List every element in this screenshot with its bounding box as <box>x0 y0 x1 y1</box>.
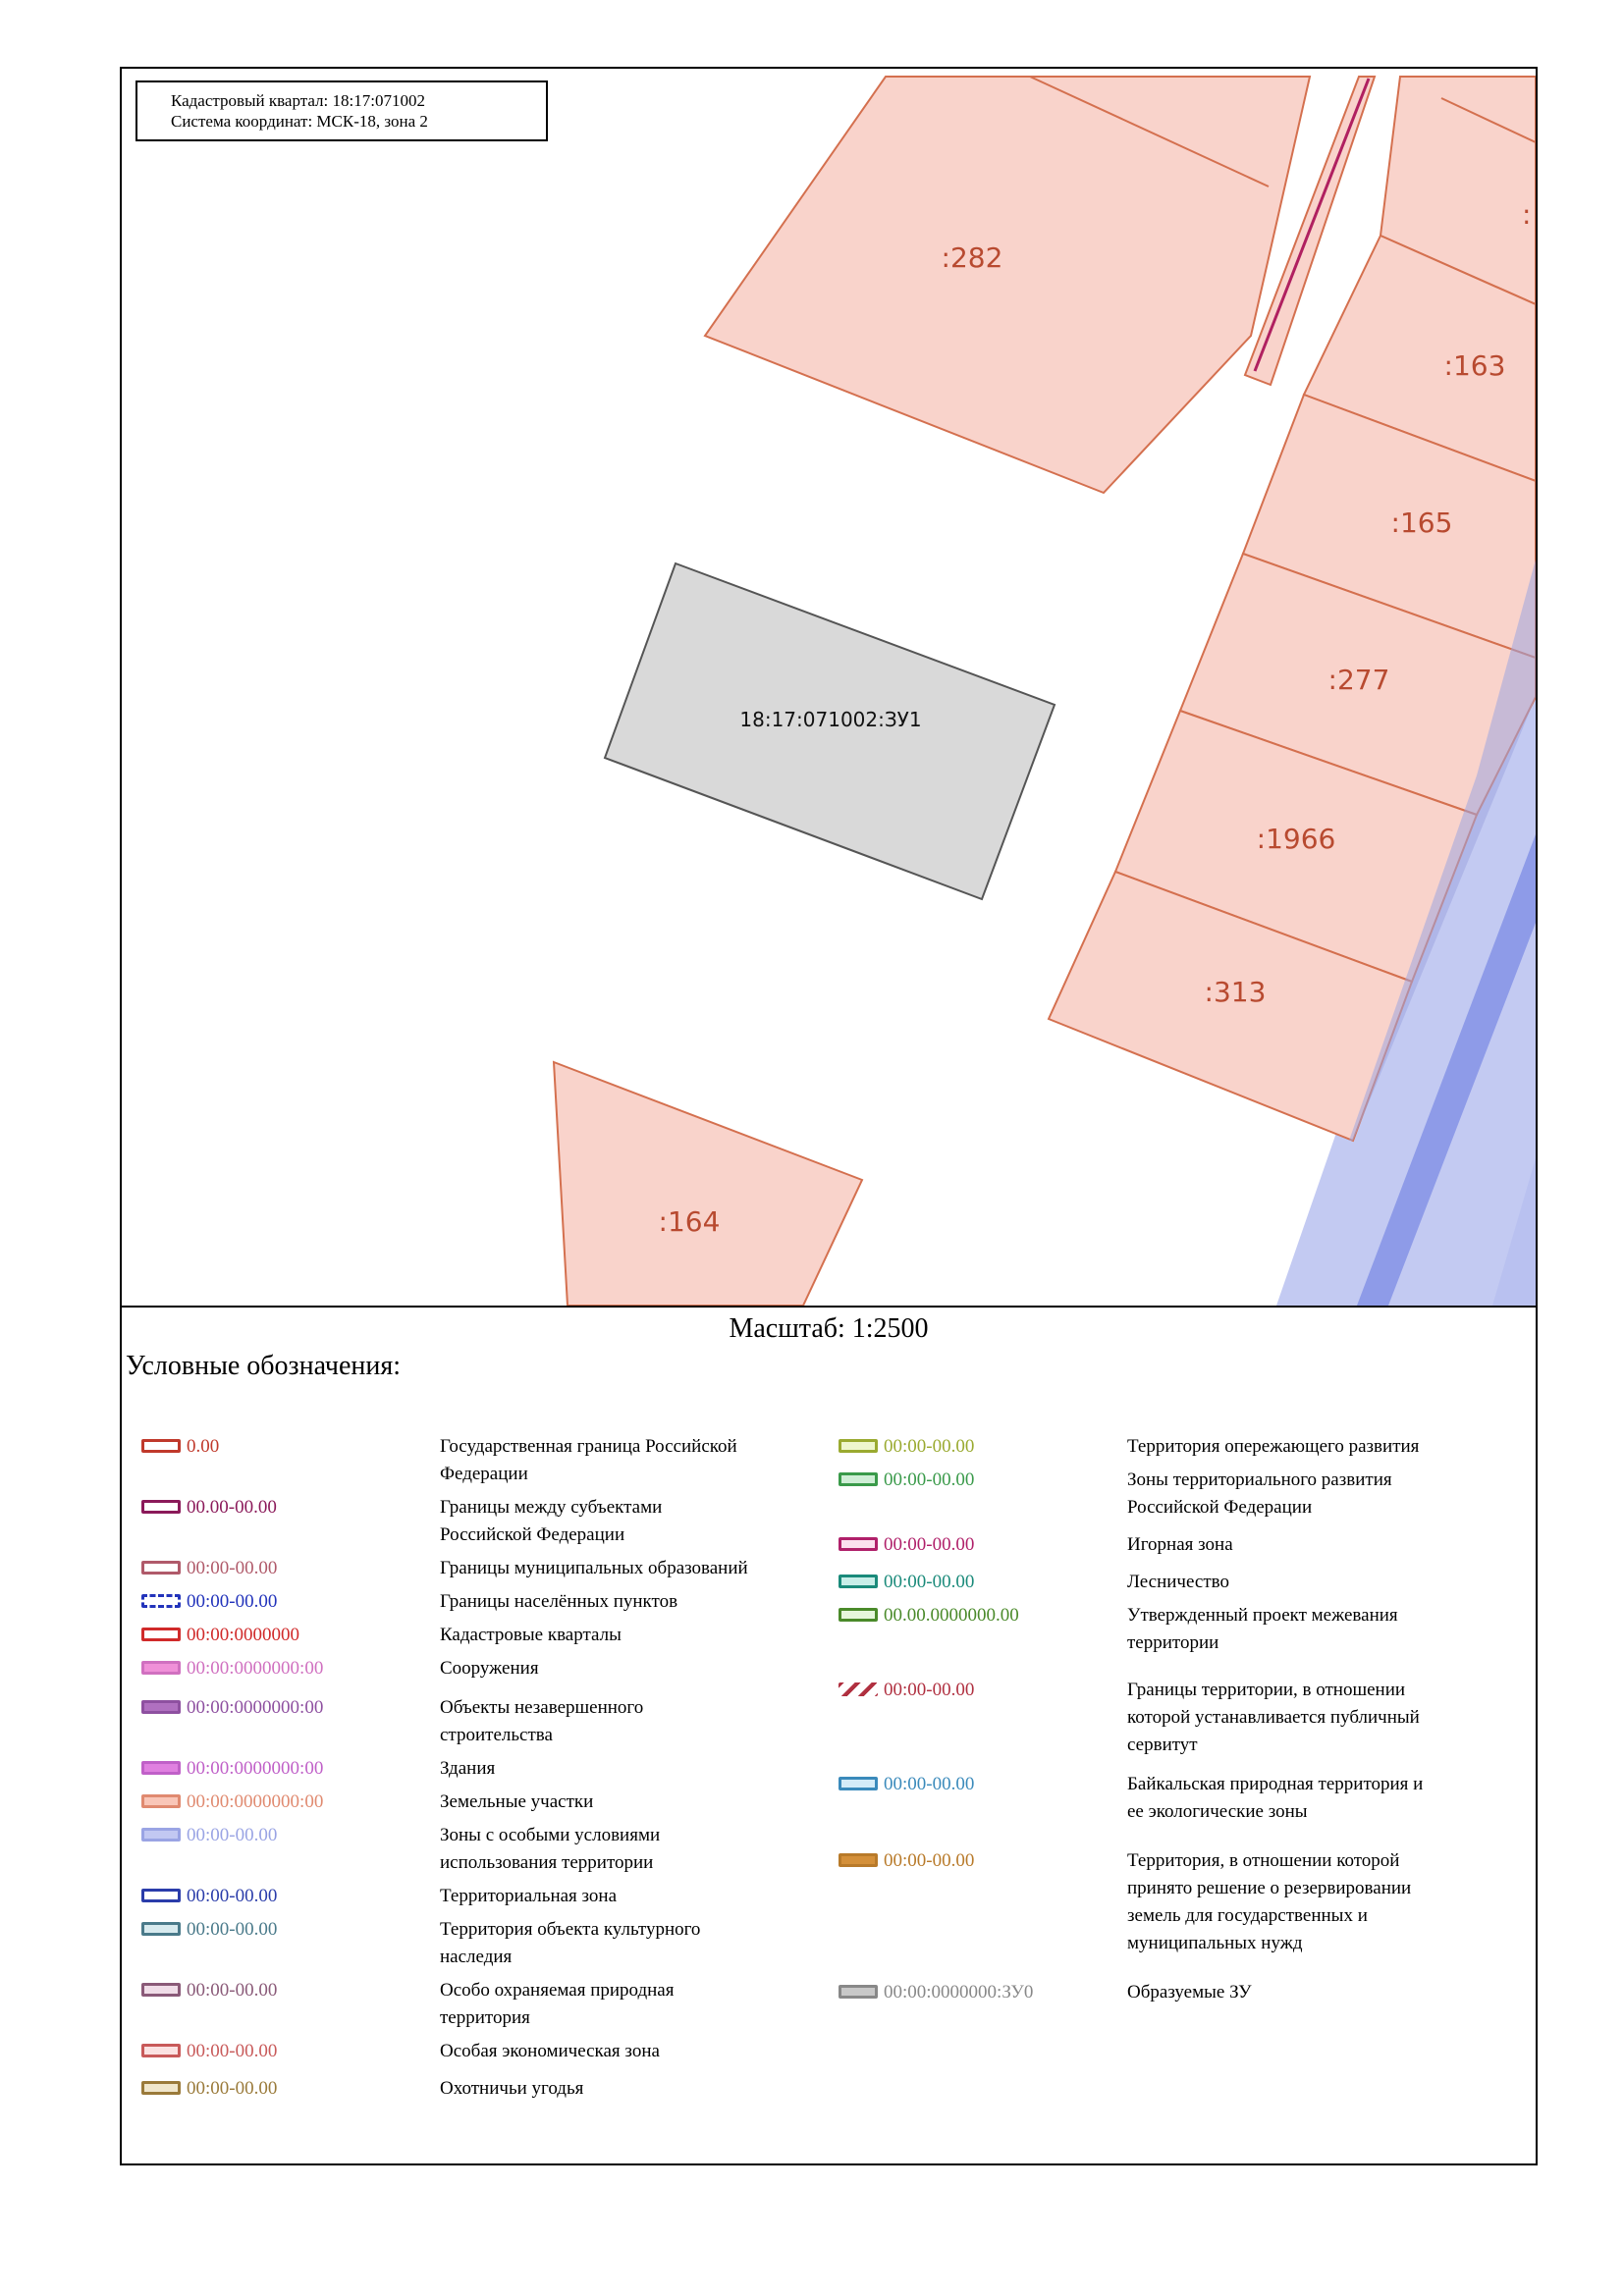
parcel-label-164: :164 <box>658 1205 721 1238</box>
parcel-label-163: :163 <box>1443 349 1506 382</box>
legend-item <box>139 2075 827 2103</box>
legend-code: 00:00-00.00 <box>187 2041 278 2061</box>
legend-item <box>139 1622 827 1649</box>
legend-description <box>1127 1847 1524 1957</box>
legend-symbol-icon <box>837 1467 884 1494</box>
legend-description-line: муниципальных нужд <box>1127 1933 1303 1953</box>
legend-code: 00.00.0000000.00 <box>884 1605 1019 1626</box>
legend-description <box>1127 1771 1524 1826</box>
legend-right-column <box>837 1433 1524 2012</box>
legend-code: 00:00-00.00 <box>187 1919 278 1940</box>
legend-description-line: Границы населённых пунктов <box>440 1591 678 1612</box>
legend-item <box>837 1467 1524 1522</box>
legend-symbol-icon <box>139 1588 187 1616</box>
parcel-label-313: :313 <box>1204 976 1267 1008</box>
legend-description-line: Территориальная зона <box>440 1886 618 1906</box>
legend-description-line: Кадастровые кварталы <box>440 1625 622 1645</box>
legend-description-line: Российской Федерации <box>1127 1497 1313 1518</box>
legend-symbol-icon <box>139 1822 187 1849</box>
parcel-164[interactable] <box>554 1062 862 1306</box>
legend-code: 00:00-00.00 <box>187 1591 278 1612</box>
legend-description-line: Федерации <box>440 1464 528 1484</box>
legend-item <box>139 1916 827 1971</box>
legend-description-line: Объекты незавершенного <box>440 1697 644 1718</box>
legend-code: 00:00-00.00 <box>187 1825 278 1845</box>
legend-symbol-icon <box>837 1569 884 1596</box>
parcel-282[interactable] <box>705 77 1310 493</box>
parcel-label-282: :282 <box>941 241 1003 274</box>
legend-description <box>440 1494 827 1549</box>
legend-description <box>440 2038 827 2065</box>
legend-description-line: наследия <box>440 1947 513 1967</box>
cadastral-quarter: Кадастровый квартал: 18:17:071002 <box>171 91 425 110</box>
coordinate-system: Система координат: МСК-18, зона 2 <box>171 112 428 131</box>
legend-symbol-icon <box>139 1433 187 1461</box>
legend-description <box>440 1916 827 1971</box>
legend-item <box>837 1433 1524 1461</box>
legend-description-line: Территория объекта культурного <box>440 1919 701 1940</box>
legend-code: 00:00-00.00 <box>187 1980 278 2001</box>
legend-symbol-icon <box>139 1977 187 2004</box>
legend-item <box>837 1531 1524 1559</box>
legend-code: 00:00:0000000:ЗУ0 <box>884 1982 1034 2002</box>
legend-description-line: Земельные участки <box>440 1791 594 1812</box>
legend-description-line: Государственная граница Российской <box>440 1436 737 1457</box>
legend-code: 00:00-00.00 <box>187 2078 278 2099</box>
legend-description-line: использования территории <box>440 1852 654 1873</box>
legend-description-line: Сооружения <box>440 1658 539 1679</box>
legend-description <box>440 2075 827 2103</box>
legend-description-line: Байкальская природная территория и <box>1127 1774 1424 1794</box>
legend-item <box>139 1655 827 1682</box>
map-canvas[interactable] <box>122 69 1536 1306</box>
legend-description <box>1127 1979 1524 2006</box>
legend-item <box>837 1979 1524 2006</box>
new-parcel-zu1[interactable] <box>605 563 1055 899</box>
legend-description-line: Территория, в отношении которой <box>1127 1850 1400 1871</box>
legend-description-line: Границы между субъектами <box>440 1497 663 1518</box>
map-sheet <box>120 67 1538 2165</box>
legend-description-line: Игорная зона <box>1127 1534 1233 1555</box>
legend-description-line: сервитут <box>1127 1735 1198 1755</box>
legend-description <box>440 1822 827 1877</box>
legend-description-line: которой устанавливается публичный <box>1127 1707 1420 1728</box>
legend-code: 00.00-00.00 <box>187 1497 277 1518</box>
legend-description <box>440 1622 827 1649</box>
legend-symbol-icon <box>139 1755 187 1783</box>
legend-code: 00:00:0000000:00 <box>187 1697 324 1718</box>
legend-symbol-icon <box>837 1979 884 2006</box>
legend-item <box>139 1433 827 1488</box>
legend-description-line: Границы территории, в отношении <box>1127 1680 1406 1700</box>
legend-symbol-icon <box>139 2075 187 2103</box>
legend-symbol-icon <box>837 1433 884 1461</box>
legend-description-line: Утвержденный проект межевания <box>1127 1605 1398 1626</box>
legend-code: 00:00-00.00 <box>884 1774 975 1794</box>
legend-symbol-icon <box>837 1531 884 1559</box>
legend-item <box>139 1755 827 1783</box>
legend-description-line: принято решение о резервировании <box>1127 1878 1412 1898</box>
legend-item <box>139 1494 827 1549</box>
legend-item <box>837 1847 1524 1957</box>
parcel-label-1966: :1966 <box>1256 823 1336 855</box>
legend-description-line: Российской Федерации <box>440 1524 625 1545</box>
legend-description-line: территория <box>440 2007 530 2028</box>
legend-description-line: Охотничьи угодья <box>440 2078 584 2099</box>
legend-symbol-icon <box>139 1789 187 1816</box>
legend-code: 00:00:0000000:00 <box>187 1791 324 1812</box>
legend-code: 00:00-00.00 <box>884 1469 975 1490</box>
legend-code: 00:00:0000000 <box>187 1625 300 1645</box>
legend-symbol-icon <box>139 1694 187 1722</box>
legend-code: 00:00-00.00 <box>884 1534 975 1555</box>
legend-description-line: ее экологические зоны <box>1127 1801 1308 1822</box>
legend-code: 00:00-00.00 <box>884 1850 975 1871</box>
legend-description <box>1127 1602 1524 1657</box>
legend-item <box>139 1883 827 1910</box>
legend-item <box>837 1569 1524 1596</box>
legend-item <box>837 1602 1524 1657</box>
legend-description-line: Особая экономическая зона <box>440 2041 660 2061</box>
legend-symbol-icon <box>139 1655 187 1682</box>
legend-item <box>139 2038 827 2065</box>
legend-description <box>1127 1467 1524 1522</box>
map-scale: Масштаб: 1:2500 <box>729 1313 929 1344</box>
legend-item <box>837 1771 1524 1826</box>
legend-code: 00:00-00.00 <box>187 1886 278 1906</box>
legend-description-line: Зоны территориального развития <box>1127 1469 1392 1490</box>
legend-description-line: Здания <box>440 1758 496 1779</box>
legend-description <box>1127 1569 1524 1596</box>
legend-code: 00:00:0000000:00 <box>187 1658 324 1679</box>
legend-symbol-icon <box>139 1494 187 1522</box>
legend-description <box>1127 1531 1524 1559</box>
legend-code: 00:00:0000000:00 <box>187 1758 324 1779</box>
legend-description-line: Образуемые ЗУ <box>1127 1982 1252 2002</box>
legend-description <box>440 1977 827 2032</box>
legend-symbol-icon <box>837 1771 884 1798</box>
legend-description-line: территории <box>1127 1632 1219 1653</box>
legend-code: 00:00-00.00 <box>884 1680 975 1700</box>
legend-item <box>837 1677 1524 1759</box>
legend-left-column <box>139 1433 827 2109</box>
legend-symbol-icon <box>139 1555 187 1582</box>
legend-symbol-icon <box>837 1677 884 1704</box>
legend-description <box>440 1655 827 1682</box>
legend-description <box>440 1883 827 1910</box>
legend-description-line: Зоны с особыми условиями <box>440 1825 661 1845</box>
legend-description-line: строительства <box>440 1725 553 1745</box>
legend-code: 0.00 <box>187 1436 220 1457</box>
legend-item <box>139 1789 827 1816</box>
legend-item <box>139 1555 827 1582</box>
legend-description <box>1127 1677 1524 1759</box>
legend-description-line: Лесничество <box>1127 1572 1229 1592</box>
parcel-label-partial: : <box>1522 198 1532 231</box>
parcel-label-165: :165 <box>1390 507 1453 539</box>
legend-item <box>139 1588 827 1616</box>
parcel-label-277: :277 <box>1327 664 1390 696</box>
legend-code: 00:00-00.00 <box>884 1572 975 1592</box>
legend-symbol-icon <box>139 2038 187 2065</box>
legend-description-line: земель для государственных и <box>1127 1905 1368 1926</box>
legend-symbol-icon <box>139 1916 187 1944</box>
legend-description <box>440 1588 827 1616</box>
legend-symbol-icon <box>139 1622 187 1649</box>
legend-description <box>440 1555 827 1582</box>
legend-description <box>440 1755 827 1783</box>
legend-description-line: Территория опережающего развития <box>1127 1436 1420 1457</box>
legend-code: 00:00-00.00 <box>884 1436 975 1457</box>
cadastral-map[interactable] <box>122 69 1536 1308</box>
legend-title: Условные обозначения: <box>126 1351 402 1381</box>
legend-item <box>139 1822 827 1877</box>
legend-description <box>440 1433 827 1488</box>
legend-item <box>139 1694 827 1749</box>
legend-description-line: Границы муниципальных образований <box>440 1558 748 1578</box>
new-parcel-label: 18:17:071002:ЗУ1 <box>739 708 922 731</box>
legend-code: 00:00-00.00 <box>187 1558 278 1578</box>
info-box <box>135 80 548 141</box>
legend-description <box>440 1789 827 1816</box>
legend-symbol-icon <box>837 1602 884 1629</box>
legend-description <box>1127 1433 1524 1461</box>
legend-description-line: Особо охраняемая природная <box>440 1980 675 2001</box>
legend-description <box>440 1694 827 1749</box>
legend-item <box>139 1977 827 2032</box>
legend-symbol-icon <box>837 1847 884 1875</box>
legend-symbol-icon <box>139 1883 187 1910</box>
